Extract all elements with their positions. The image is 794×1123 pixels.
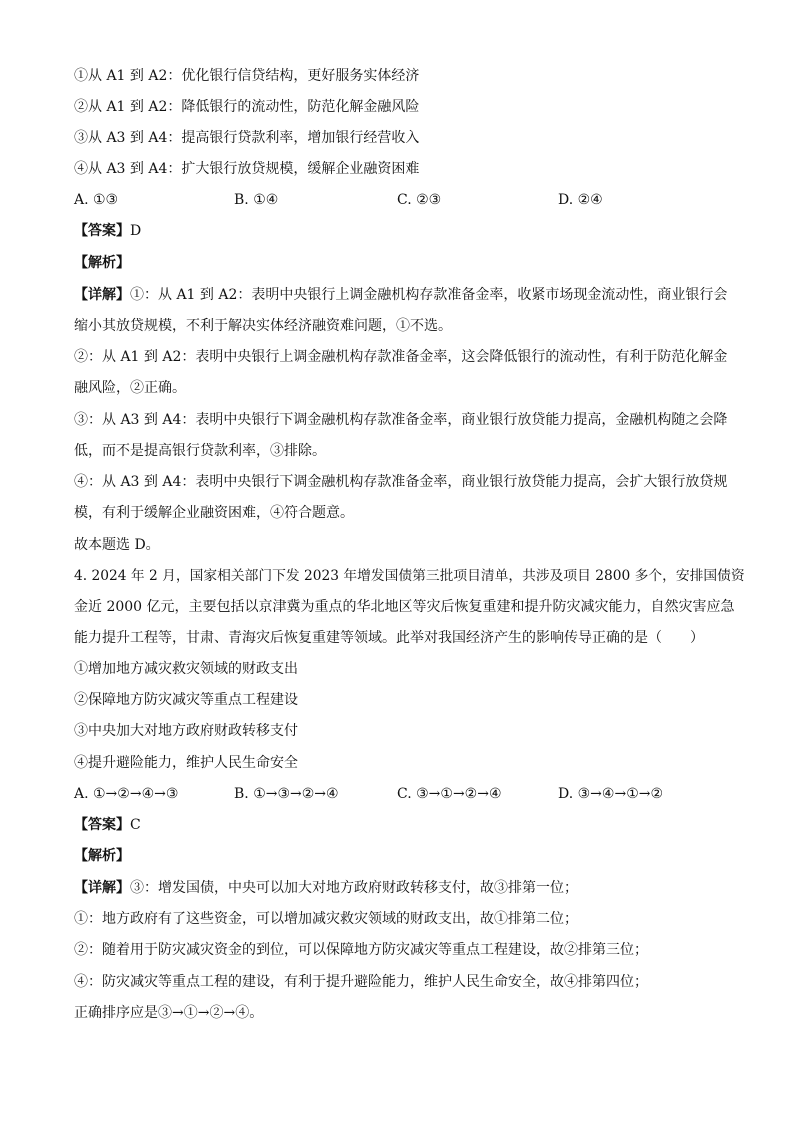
q4-answer-value: C [130, 817, 141, 833]
q3-statement-2: ②从 A1 到 A2：降低银行的流动性，防范化解金融风险 [74, 99, 420, 115]
q3-statement-3: ③从 A3 到 A4：提高银行贷款利率，增加银行经营收入 [74, 130, 420, 146]
q3-answer-line [74, 221, 141, 241]
q4-analysis-tag [74, 846, 130, 866]
q4-answer-tag: 【答案】 [74, 817, 130, 833]
q3-detail-line-2: 缩小其放贷规模，不利于解决实体经济融资难问题，①不选。 [74, 318, 452, 334]
q4-option-a[interactable]: A. ①→②→④→③ [74, 786, 179, 802]
q3-option-b[interactable]: B. ①④ [234, 192, 279, 208]
q4-statement-2: ②保障地方防灾减灾等重点工程建设 [74, 692, 298, 708]
q3-statement-1: ①从 A1 到 A2：优化银行信贷结构，更好服务实体经济 [74, 68, 420, 84]
q4-statement-4: ④提升避险能力，维护人民生命安全 [74, 755, 298, 771]
q3-answer-tag: 【答案】 [74, 223, 130, 239]
q3-detail-line-6: 低，而不是提高银行贷款利率，③排除。 [74, 443, 326, 459]
q4-stem-line-1: 4. 2024 年 2 月，国家相关部门下发 2023 年增发国债第三批项目清单，共涉及项目 2800 多个，安排国债资 [74, 568, 745, 584]
q4-options [74, 784, 734, 804]
q3-detail-tag: 【详解】 [74, 287, 130, 303]
q3-detail-line-5: ③：从 A3 到 A4：表明中央银行下调金融机构存款准备金率，商业银行放贷能力提高，金融机构随之会降 [74, 412, 728, 428]
q4-detail-text-1: ③：增发国债，中央可以加大对地方政府财政转移支付，故③排第一位； [130, 880, 578, 896]
q3-detail-line-3: ②：从 A1 到 A2：表明中央银行上调金融机构存款准备金率，这会降低银行的流动性，有利于防范化解金 [74, 349, 728, 365]
q4-stem-line-2: 金近 2000 亿元，主要包括以京津冀为重点的华北地区等灾后恢复重建和提升防灾减灾能力，自然灾害应急 [74, 599, 735, 615]
q4-option-b[interactable]: B. ①→③→②→④ [234, 786, 339, 802]
q4-analysis-label: 【解析】 [74, 848, 130, 864]
q3-detail-line-8: 模，有利于缓解企业融资困难，④符合题意。 [74, 505, 354, 521]
q4-detail-line-3: ②：随着用于防灾减灾资金的到位，可以保障地方防灾减灾等重点工程建设，故②排第三位； [74, 942, 648, 958]
q3-option-a[interactable]: A. ①③ [74, 192, 119, 208]
q4-detail-line-4: ④：防灾减灾等重点工程的建设，有利于提升避险能力，维护人民生命安全，故④排第四位； [74, 974, 648, 990]
q4-stem-line-3: 能力提升工程等，甘肃、青海灾后恢复重建等领域。此举对我国经济产生的影响传导正确的是（ ） [74, 630, 704, 646]
q4-answer-line [74, 815, 141, 835]
q4-detail-line-2: ①：地方政府有了这些资金，可以增加减灾救灾领域的财政支出，故①排第二位； [74, 911, 578, 927]
q3-statement-4: ④从 A3 到 A4：扩大银行放贷规模，缓解企业融资困难 [74, 161, 420, 177]
q4-option-d[interactable]: D. ③→④→①→② [558, 786, 664, 802]
q3-detail-line-9: 故本题选 D。 [74, 537, 160, 553]
q3-answer-value: D [130, 223, 142, 239]
q3-detail-line-4: 融风险，②正确。 [74, 380, 186, 396]
q3-analysis-tag [74, 253, 130, 273]
q3-option-c[interactable]: C. ②③ [397, 192, 442, 208]
q4-detail-line-5: 正确排序应是③→①→②→④。 [74, 1005, 264, 1021]
q4-statement-1: ①增加地方减灾救灾领域的财政支出 [74, 661, 298, 677]
q3-options [74, 190, 734, 210]
q4-statement-3: ③中央加大对地方政府财政转移支付 [74, 723, 298, 739]
q3-detail-line-7: ④：从 A3 到 A4：表明中央银行下调金融机构存款准备金率，商业银行放贷能力提高，会扩大银行放贷规 [74, 474, 728, 490]
q3-analysis-label: 【解析】 [74, 255, 130, 271]
q4-detail-tag: 【详解】 [74, 880, 130, 896]
q4-detail-line-1 [74, 878, 578, 898]
q3-detail-line-1 [74, 285, 727, 305]
q3-detail-text-1: ①：从 A1 到 A2：表明中央银行上调金融机构存款准备金率，收紧市场现金流动性，商业银行会 [130, 287, 728, 303]
q3-option-d[interactable]: D. ②④ [558, 192, 603, 208]
q4-option-c[interactable]: C. ③→①→②→④ [397, 786, 502, 802]
